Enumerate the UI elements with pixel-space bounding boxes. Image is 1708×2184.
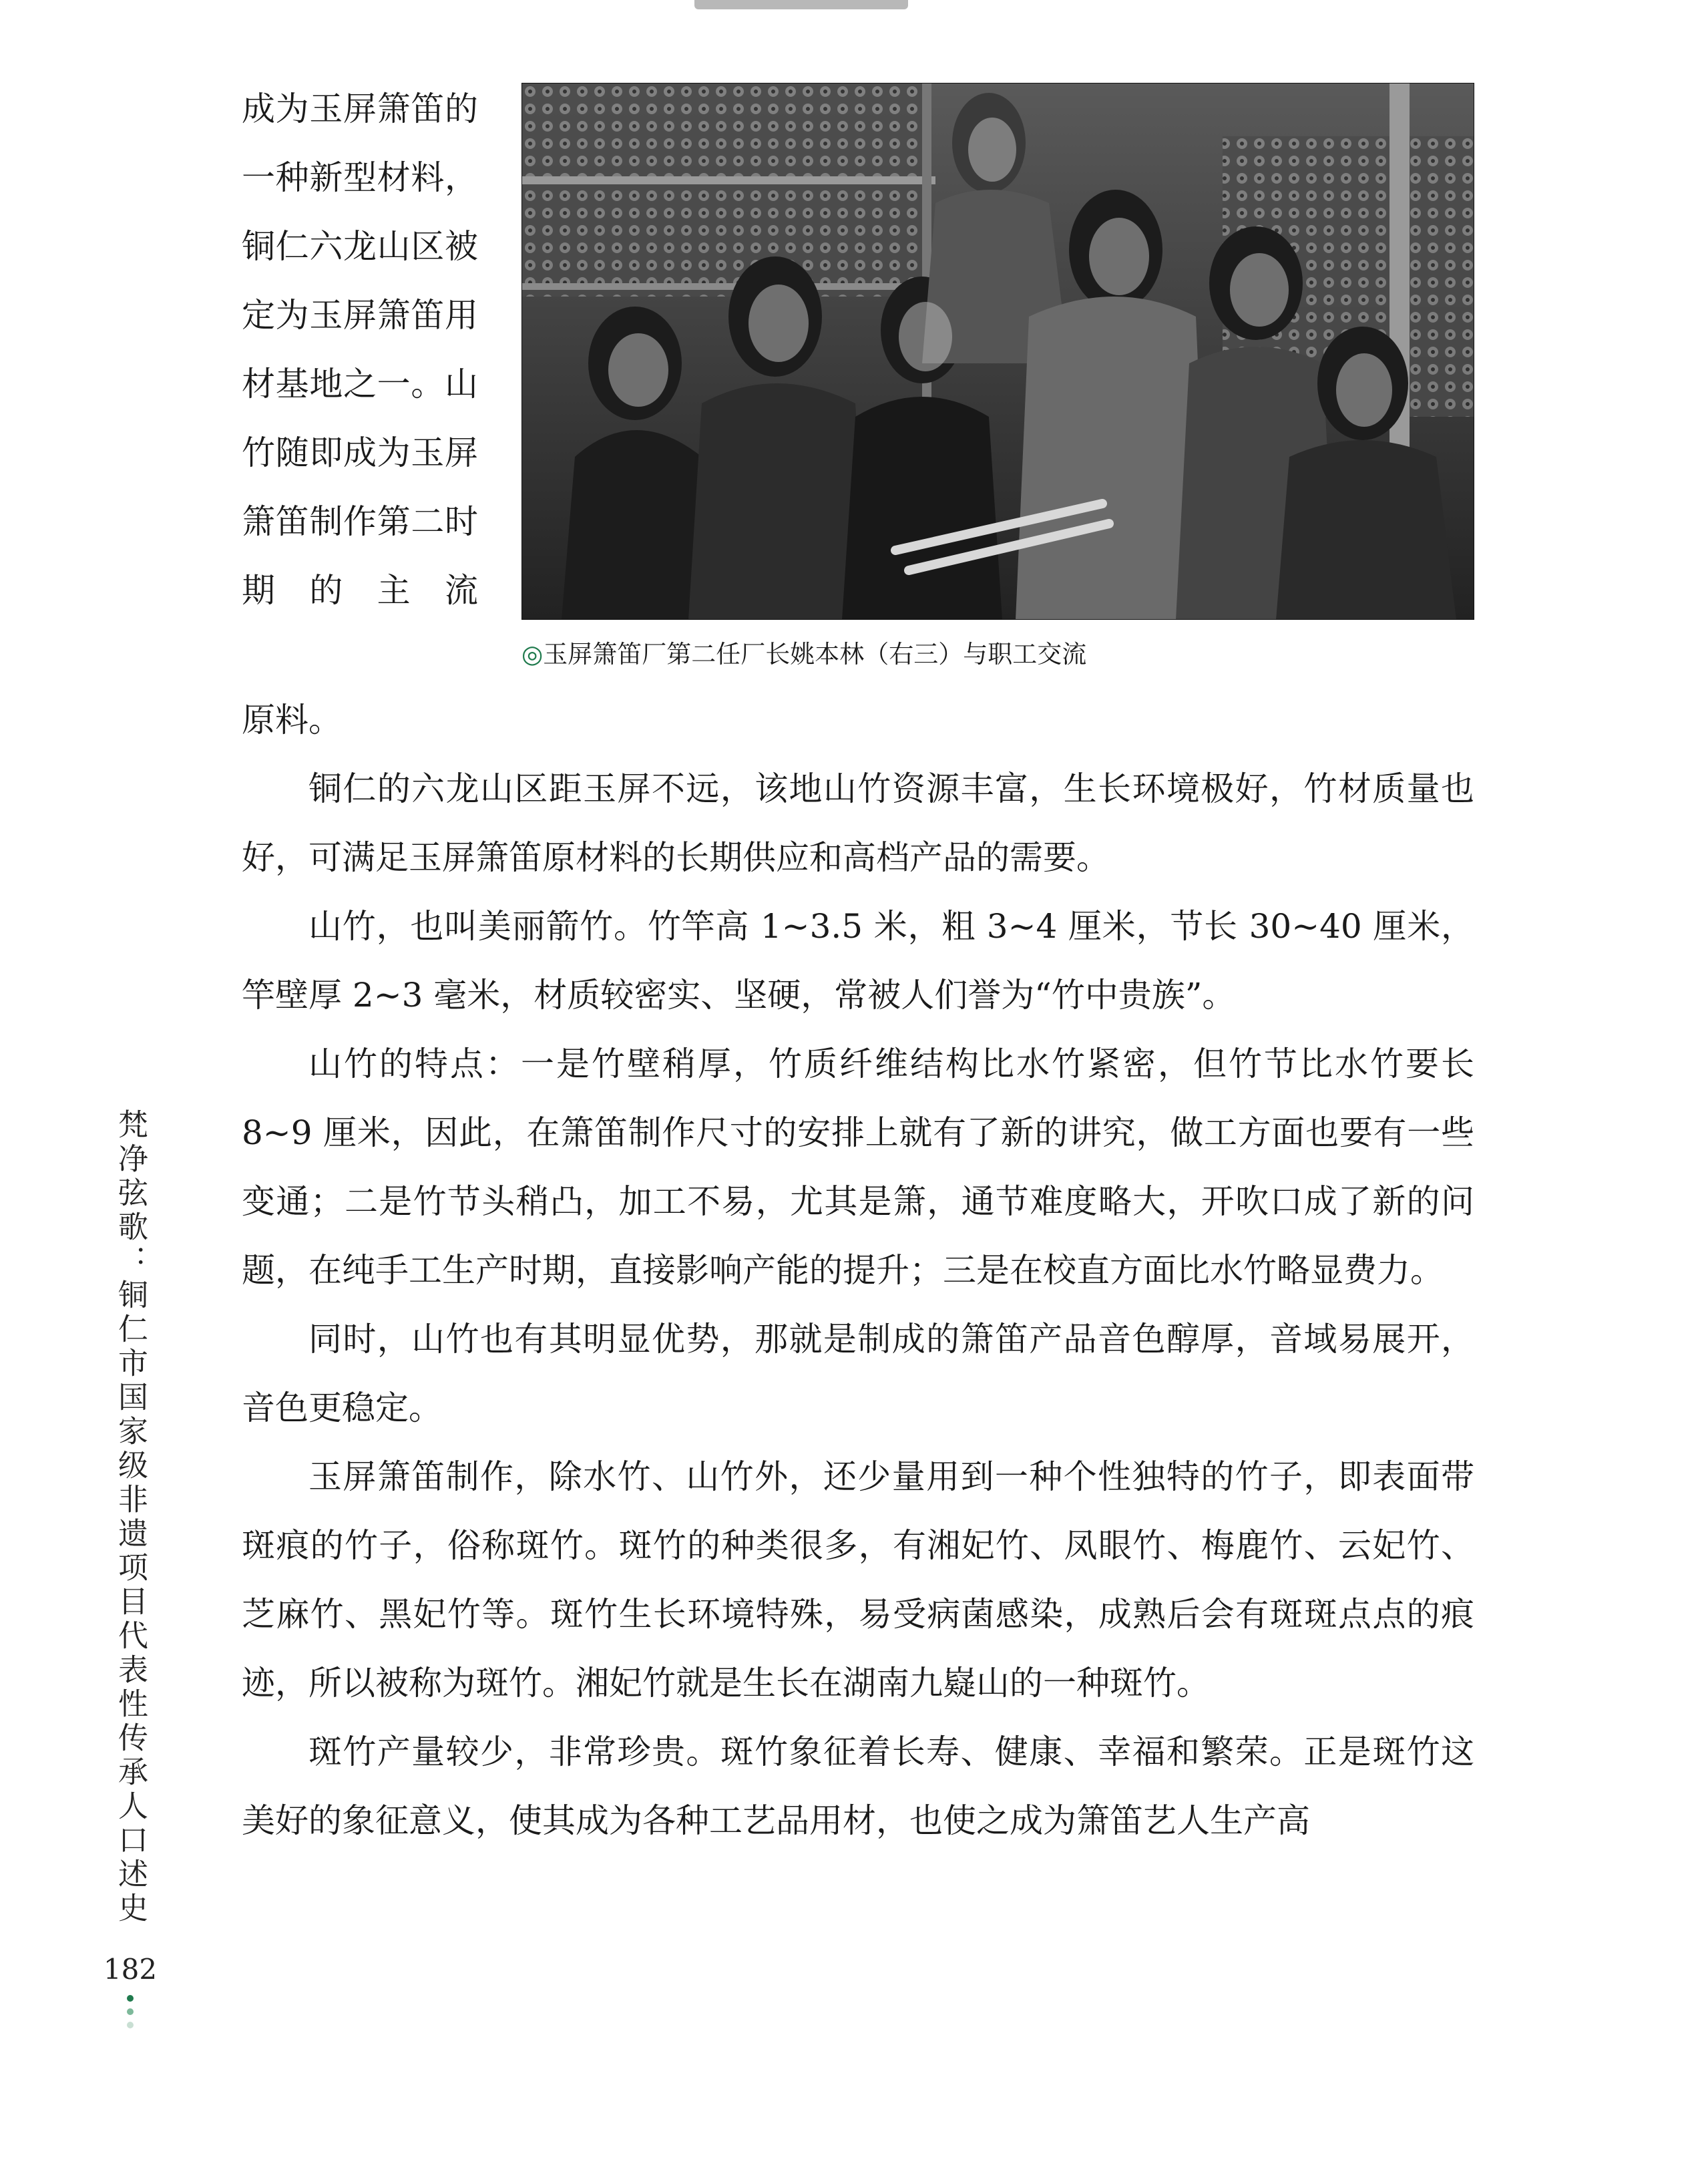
body-text (242, 701, 1474, 1855)
page-dots (100, 1995, 160, 2028)
dot-medium (127, 2008, 134, 2015)
paragraph: 铜仁的六龙山区距玉屏不远，该地山竹资源丰富，生长环境极好，竹材质量也好，可满足玉屏箫笛原材料的长期供应和高档产品的需要。 (242, 769, 1474, 877)
caption-text: 玉屏箫笛厂第二任厂长姚本林（右三）与职工交流 (543, 640, 1087, 669)
page-number: 182 (103, 1953, 158, 1986)
caption-mark: ◎ (521, 640, 544, 669)
wrap-paragraph (242, 75, 478, 625)
paragraph: 斑竹产量较少，非常珍贵。斑竹象征着长寿、健康、幸福和繁荣。正是斑竹这美好的象征意义，使其成为各种工艺品用材，也使之成为箫笛艺人生产高 (242, 1733, 1474, 1840)
wrap-paragraph-text: 成为玉屏箫笛的一种新型材料，铜仁六龙山区被定为玉屏箫笛用材基地之一。山竹随即成为玉屏箫笛制作第二时期的主流 (242, 89, 478, 610)
wrap-paragraph-tail: 原料。 (242, 701, 342, 739)
figure-photo (521, 83, 1474, 620)
photo-illustration (521, 83, 1474, 620)
paragraph: 同时，山竹也有其明显优势，那就是制成的箫笛产品音色醇厚，音域易展开，音色更稳定。 (242, 1320, 1474, 1427)
dot-dark (127, 1995, 134, 2002)
paragraph: 山竹的特点：一是竹壁稍厚，竹质纤维结构比水竹紧密，但竹节比水竹要长 8~9 厘米，因此，在箫笛制作尺寸的安排上就有了新的讲究，做工方面也要有一些变通；二是竹节头稍凸，加工不易，尤其是箫，通节难度略大，开吹口成了新的问题，在纯手工生产时期，直接影响产能的提升；三是在校直方面比水竹略显费力。 (242, 1045, 1474, 1290)
running-head-fragment (694, 0, 908, 9)
book-title: 梵净弦歌：铜仁市国家级非遗项目代表性传承人口述史 (113, 1109, 148, 1926)
side-column (100, 1109, 160, 2028)
dot-light (127, 2022, 134, 2028)
paragraph: 山竹，也叫美丽箭竹。竹竿高 1~3.5 米，粗 3~4 厘米，节长 30~40 厘米，竿壁厚 2~3 毫米，材质较密实、坚硬，常被人们誉为“竹中贵族”。 (242, 907, 1474, 1015)
paragraph: 玉屏箫笛制作，除水竹、山竹外，还少量用到一种个性独特的竹子，即表面带斑痕的竹子，俗称斑竹。斑竹的种类很多，有湘妃竹、凤眼竹、梅鹿竹、云妃竹、芝麻竹、黑妃竹等。斑竹生长环境特殊，易受病菌感染，成熟后会有斑斑点点的痕迹，所以被称为斑竹。湘妃竹就是生长在湖南九嶷山的一种斑竹。 (242, 1457, 1474, 1702)
figure-caption (521, 638, 1474, 671)
